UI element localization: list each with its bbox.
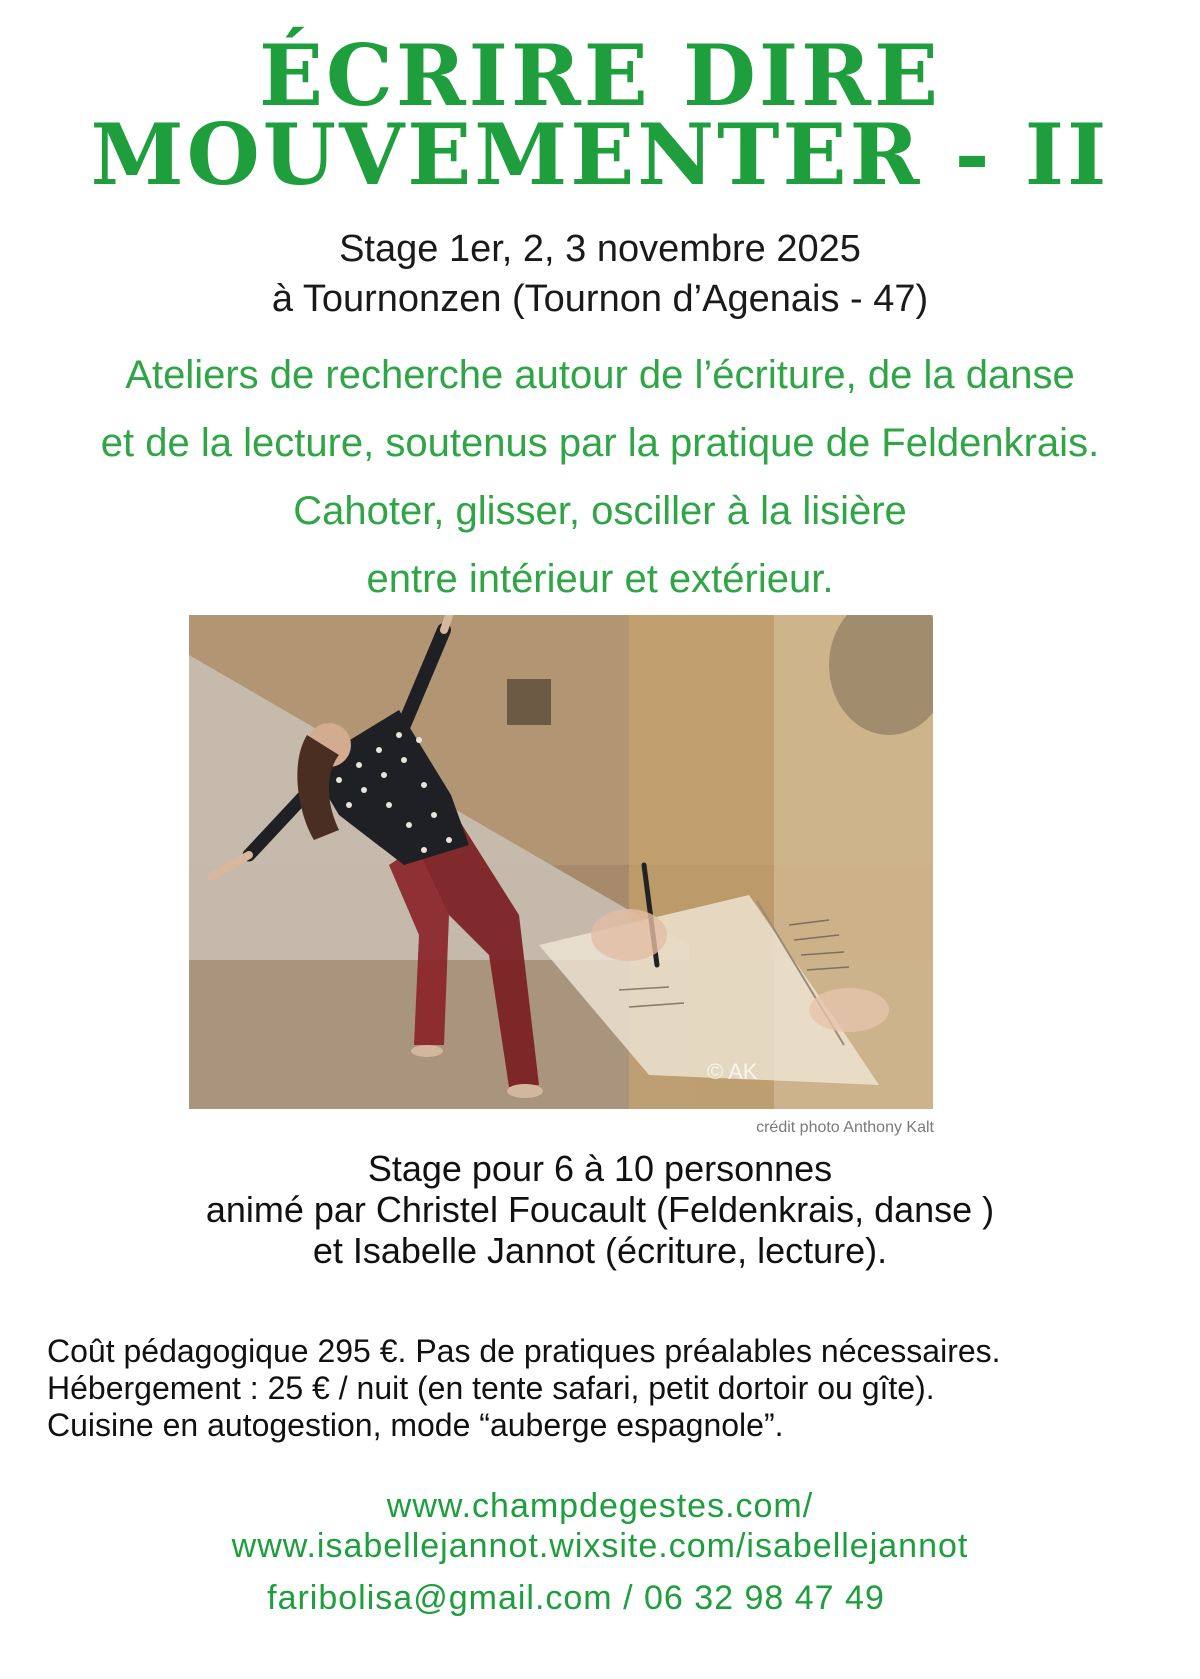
description-line-1: Ateliers de recherche autour de l’écriture, de la danse [125, 353, 1075, 397]
website-link-1[interactable]: www.champdegestes.com/ [386, 1487, 814, 1525]
photo-credit: crédit photo Anthony Kalt [756, 1119, 934, 1136]
facilitator-line-2: et Isabelle Jannot (écriture, lecture). [312, 1230, 888, 1271]
facilitator-line-1: animé par Christel Foucault (Feldenkrais, danse ) [205, 1189, 995, 1230]
participants-line: Stage pour 6 à 10 personnes [367, 1148, 833, 1189]
title-line-2: MOUVEMENTER - II [90, 105, 1110, 204]
event-place: à Tournonzen (Tournon d’Agenais - 47) [271, 278, 929, 320]
lodging-line: Hébergement : 25 € / nuit (en tente safari, petit dortoir ou gîte). [47, 1370, 935, 1406]
contact-line[interactable]: faribolisa@gmail.com / 06 32 98 47 49 [267, 1579, 885, 1617]
description-line-4: entre intérieur et extérieur. [366, 557, 834, 601]
cooking-line: Cuisine en autogestion, mode “auberge espagnole”. [47, 1407, 784, 1443]
title-line-1: ÉCRIRE DIRE [258, 26, 942, 125]
description-line-3: Cahoter, glisser, osciller à la lisière [293, 489, 907, 533]
cost-line: Coût pédagogique 295 €. Pas de pratiques préalables nécessaires. [47, 1333, 1001, 1369]
website-link-2[interactable]: www.isabellejannot.wixsite.com/isabellejannot [231, 1527, 969, 1565]
event-photo [189, 615, 933, 1109]
photo-watermark: © AK [707, 1059, 758, 1084]
event-dates: Stage 1er, 2, 3 novembre 2025 [339, 228, 861, 270]
description-line-2: et de la lecture, soutenus par la pratique de Feldenkrais. [100, 421, 1100, 465]
